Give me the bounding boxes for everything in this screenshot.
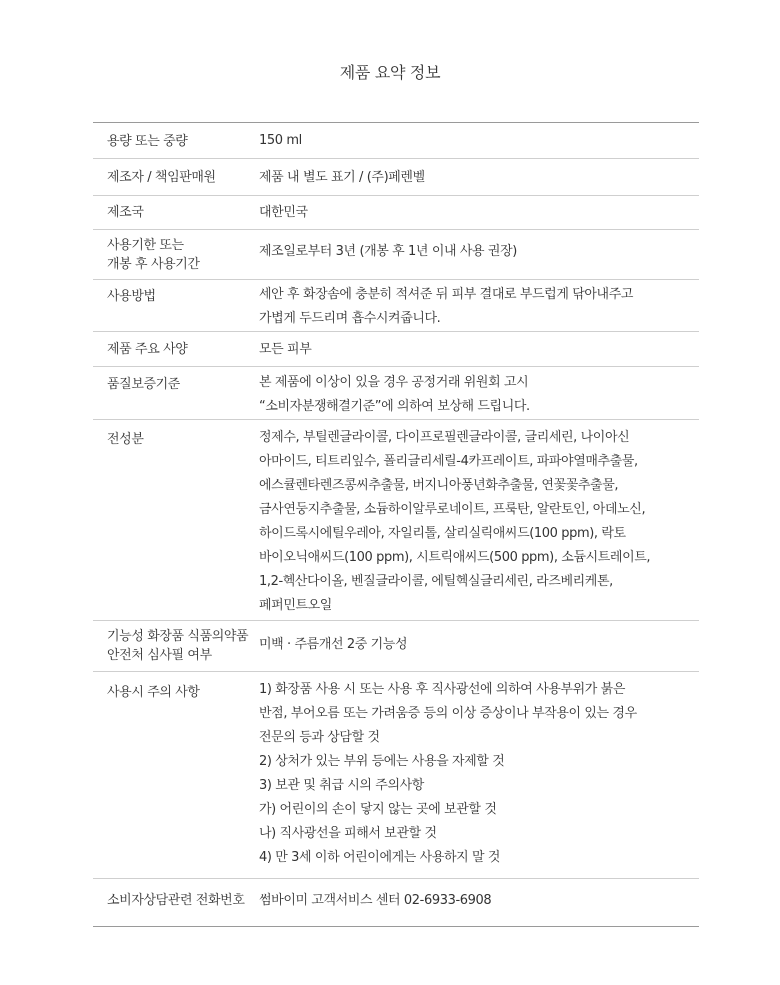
table-row: [93, 879, 699, 927]
row-label: 사용기한 또는 개봉 후 사용기간: [107, 238, 200, 272]
page-title: 제품 요약 정보: [339, 63, 441, 82]
row-label: 제조국: [107, 205, 144, 220]
row-label: 기능성 화장품 식품의약품 안전처 심사필 여부: [107, 629, 249, 663]
table-row: [93, 280, 699, 332]
row-value: 대한민국: [259, 205, 308, 220]
row-label: 용량 또는 중량: [107, 134, 188, 149]
table-row: [93, 621, 699, 672]
table-row: [93, 332, 699, 367]
row-value: 세안 후 화장솜에 충분히 적셔준 뒤 피부 결대로 부드럽게 닦아내주고 가볍게 두드리며 흡수시켜줍니다.: [259, 287, 634, 326]
row-value: 모든 피부: [259, 342, 312, 357]
row-label: 사용방법: [107, 289, 156, 304]
row-value: 150 ml: [259, 133, 302, 148]
row-label: 소비자상담관련 전화번호: [107, 893, 245, 908]
table-row: [93, 420, 699, 621]
row-value: 제품 내 별도 표기 / (주)페렌벨: [259, 170, 425, 185]
row-value: 썸바이미 고객서비스 센터 02-6933-6908: [259, 893, 492, 908]
row-value: 1) 화장품 사용 시 또는 사용 후 직사광선에 의하여 사용부위가 붉은 반점, 부어오름 또는 가려움증 등의 이상 증상이나 부작용이 있는 경우 전문의 등과 상담할 것 2) 상처가 있는 부위 등에는 사용을 자제할 것 3) 보관 및 취급 시의 주의사항 가) 어린이의 손이 닿지 않는 곳에 보관할 것 나) 직사광선을 피해서 보관할 것 4) 만 3세 이하 어린이에게는 사용하지 말 것: [259, 682, 637, 865]
row-value: 미백 · 주름개선 2중 기능성: [259, 637, 408, 652]
table-row: [93, 123, 699, 159]
row-value: 제조일로부터 3년 (개봉 후 1년 이내 사용 권장): [259, 244, 517, 259]
row-label: 품질보증기준: [107, 377, 180, 392]
row-label: 제품 주요 사양: [107, 342, 188, 357]
row-label: 사용시 주의 사항: [107, 685, 200, 700]
table-row: [93, 672, 699, 879]
row-label: 제조자 / 책임판매원: [107, 170, 216, 185]
row-value: 정제수, 부틸렌글라이콜, 다이프로필렌글라이콜, 글리세린, 나이아신 아마이드, 티트리잎수, 폴리글리세릴-4카프레이트, 파파야열매추출물, 에스큘렌타렌즈콩씨추출물, 버지니아풍년화추출물, 연꽃꽃추출물, 금사연둥지추출물, 소듐하이알루로네이트, 프룩탄, 알란토인, 아데노신, 하이드록시에틸우레아, 자일리톨, 살리실릭애씨드(100 ppm), 락토 바이오닉애씨드(100 ppm), 시트릭애씨드(500 ppm), 소듐시트레이트, 1,2-헥산다이올, 벤질글라이콜, 에틸헥실글리세린, 라즈베리케톤, 페퍼민트오일: [259, 430, 651, 613]
table-row: [93, 196, 699, 230]
table-row: [93, 230, 699, 280]
table-row: [93, 159, 699, 196]
row-value: 본 제품에 이상이 있을 경우 공정거래 위원회 고시 “소비자분쟁해결기준”에 의하여 보상해 드립니다.: [259, 375, 530, 414]
row-label: 전성분: [107, 432, 144, 447]
product-info-table: [93, 122, 699, 927]
table-row: [93, 367, 699, 420]
